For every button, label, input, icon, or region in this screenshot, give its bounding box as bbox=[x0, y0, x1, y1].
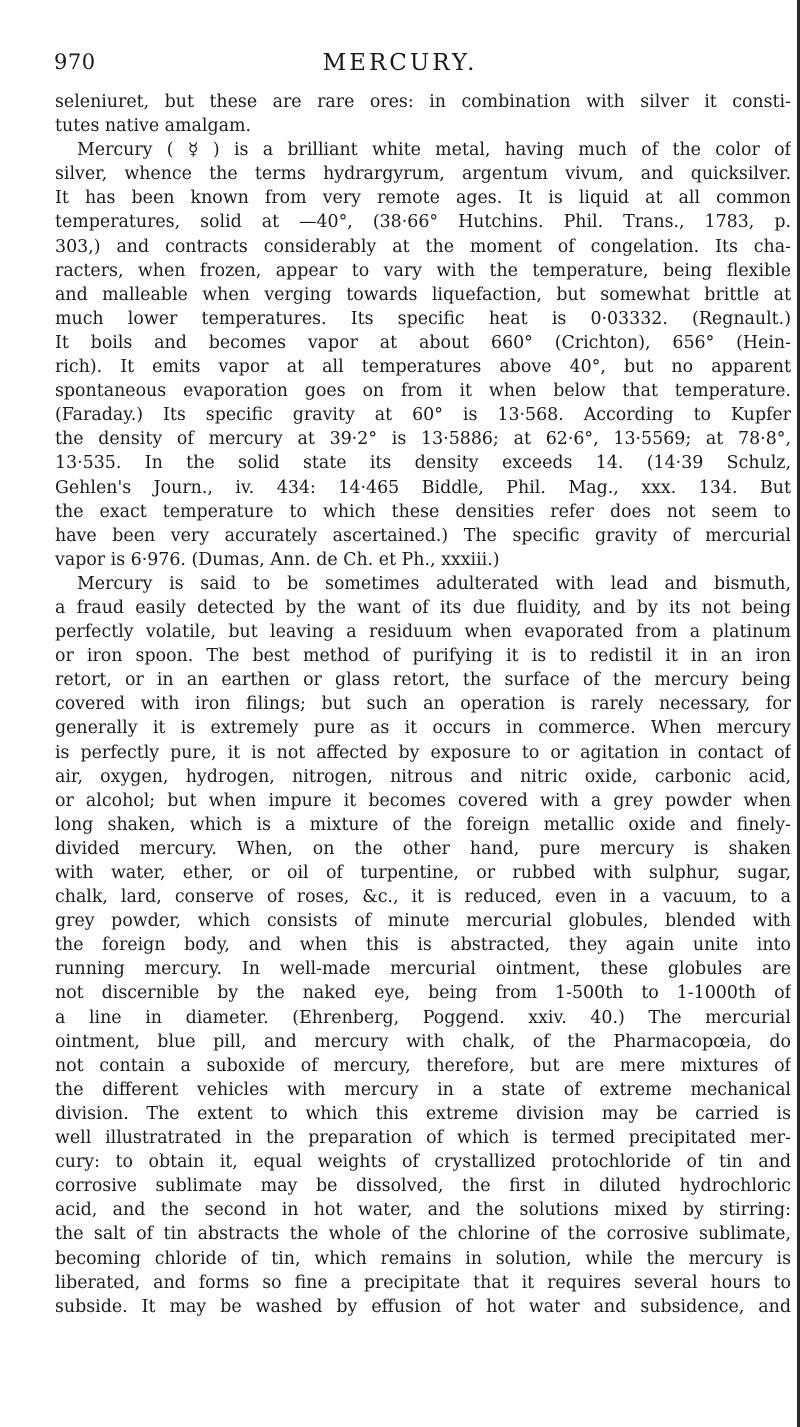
text-line: 303,) and contracts considerably at the moment of congelation. Its cha- bbox=[55, 236, 791, 257]
text-line: a line in diameter. (Ehrenberg, Poggend. xxiv. 40.) The mercurial bbox=[55, 1007, 791, 1028]
text-line: tutes native amalgam. bbox=[55, 116, 251, 137]
text-line: well illustratrated in the preparation of which is termed precipitated mer- bbox=[55, 1128, 791, 1149]
text-line: rich). It emits vapor at all temperatures above 40°, but no apparent bbox=[55, 357, 791, 378]
page-number: 970 bbox=[54, 50, 96, 74]
text-line: acid, and the second in hot water, and the solutions mixed by stirring: bbox=[55, 1200, 791, 1221]
text-line: the salt of tin abstracts the whole of the chlorine of the corrosive sublimate, bbox=[55, 1224, 791, 1245]
text-line: Mercury is said to be sometimes adulterated with lead and bismuth, bbox=[77, 573, 791, 594]
text-line: grey powder, which consists of minute mercurial globules, blended with bbox=[55, 911, 791, 932]
text-line: the exact temperature to which these densities refer does not seem to bbox=[55, 501, 791, 522]
text-line: It has been known from very remote ages. It is liquid at all common bbox=[55, 188, 791, 209]
text-line: or alcohol; but when impure it becomes covered with a grey powder when bbox=[55, 790, 791, 811]
running-head bbox=[54, 50, 746, 82]
text-line: liberated, and forms so fine a precipitate that it requires several hours to bbox=[55, 1272, 791, 1293]
text-line: Mercury ( ☿ ) is a brilliant white metal, having much of the color of bbox=[77, 140, 791, 161]
text-line: have been very accurately ascertained.) The specific gravity of mercurial bbox=[55, 525, 791, 546]
text-line: It boils and becomes vapor at about 660° (Crichton), 656° (Hein- bbox=[55, 332, 791, 353]
text-line: (Faraday.) Its specific gravity at 60° is 13·568. According to Kupfer bbox=[55, 405, 791, 426]
text-line: divided mercury. When, on the other hand, pure mercury is shaken bbox=[55, 838, 791, 859]
text-line: not discernible by the naked eye, being from 1-500th to 1-1000th of bbox=[55, 983, 791, 1004]
text-line: temperatures, solid at —40°, (38·66° Hutchins. Phil. Trans., 1783, p. bbox=[55, 212, 791, 233]
page-title: MERCURY. bbox=[322, 50, 478, 76]
text-line: not contain a suboxide of mercury, therefore, but are mere mixtures of bbox=[55, 1055, 791, 1076]
text-line: spontaneous evaporation goes on from it when below that temperature. bbox=[55, 381, 791, 402]
body-text bbox=[55, 90, 791, 1319]
text-line: Gehlen's Journ., iv. 434: 14·465 Biddle, Phil. Mag., xxx. 134. But bbox=[55, 477, 791, 498]
text-line: retort, or in an earthen or glass retort, the surface of the mercury being bbox=[55, 670, 791, 691]
text-line: running mercury. In well-made mercurial ointment, these globules are bbox=[55, 959, 791, 980]
text-line: seleniuret, but these are rare ores: in combination with silver it consti- bbox=[55, 92, 791, 112]
text-line: silver, whence the terms hydrargyrum, argentum vivum, and quicksilver. bbox=[55, 164, 791, 185]
text-line: covered with iron filings; but such an operation is rarely necessary, for bbox=[55, 694, 791, 715]
text-line: becoming chloride of tin, which remains in solution, while the mercury is bbox=[55, 1248, 791, 1269]
text-line: or iron spoon. The best method of purifying it is to redistil it in an iron bbox=[55, 646, 791, 667]
text-line: a fraud easily detected by the want of its due fluidity, and by its not being bbox=[55, 597, 791, 618]
text-line: 13·535. In the solid state its density exceeds 14. (14·39 Schulz, bbox=[55, 453, 791, 474]
text-line: the different vehicles with mercury in a state of extreme mechanical bbox=[55, 1079, 791, 1100]
text-line: vapor is 6·976. (Dumas, Ann. de Ch. et Ph., xxxiii.) bbox=[55, 549, 500, 570]
text-line: and malleable when verging towards liquefaction, but somewhat brittle at bbox=[55, 284, 791, 305]
text-line: chalk, lard, conserve of roses, &c., it is reduced, even in a vacuum, to a bbox=[55, 887, 791, 908]
text-line: the foreign body, and when this is abstracted, they again unite into bbox=[55, 935, 791, 956]
text-line: division. The extent to which this extreme division may be carried is bbox=[55, 1103, 791, 1124]
text-line: racters, when frozen, appear to vary with the temperature, being flexible bbox=[55, 260, 791, 281]
text-line: much lower temperatures. Its specific heat is 0·03332. (Regnault.) bbox=[55, 308, 791, 329]
text-line: perfectly volatile, but leaving a residuum when evaporated from a platinum bbox=[55, 622, 791, 643]
text-line: the density of mercury at 39·2° is 13·5886; at 62·6°, 13·5569; at 78·8°, bbox=[55, 429, 791, 450]
text-line: generally it is extremely pure as it occurs in commerce. When mercury bbox=[55, 718, 791, 739]
text-line: air, oxygen, hydrogen, nitrogen, nitrous and nitric oxide, carbonic acid, bbox=[55, 766, 791, 787]
text-line: ointment, blue pill, and mercury with chalk, of the Pharmacopœia, do bbox=[55, 1031, 791, 1052]
text-line: long shaken, which is a mixture of the foreign metallic oxide and finely- bbox=[55, 814, 791, 835]
text-line: with water, ether, or oil of turpentine, or rubbed with sulphur, sugar, bbox=[55, 863, 791, 883]
text-line: cury: to obtain it, equal weights of crystallized protochloride of tin and bbox=[55, 1152, 791, 1173]
text-line: subside. It may be washed by effusion of hot water and subsidence, and bbox=[55, 1296, 791, 1317]
text-line: corrosive sublimate may be dissolved, the first in diluted hydrochloric bbox=[55, 1176, 791, 1197]
text-line: is perfectly pure, it is not affected by exposure to or agitation in contact of bbox=[55, 742, 791, 763]
